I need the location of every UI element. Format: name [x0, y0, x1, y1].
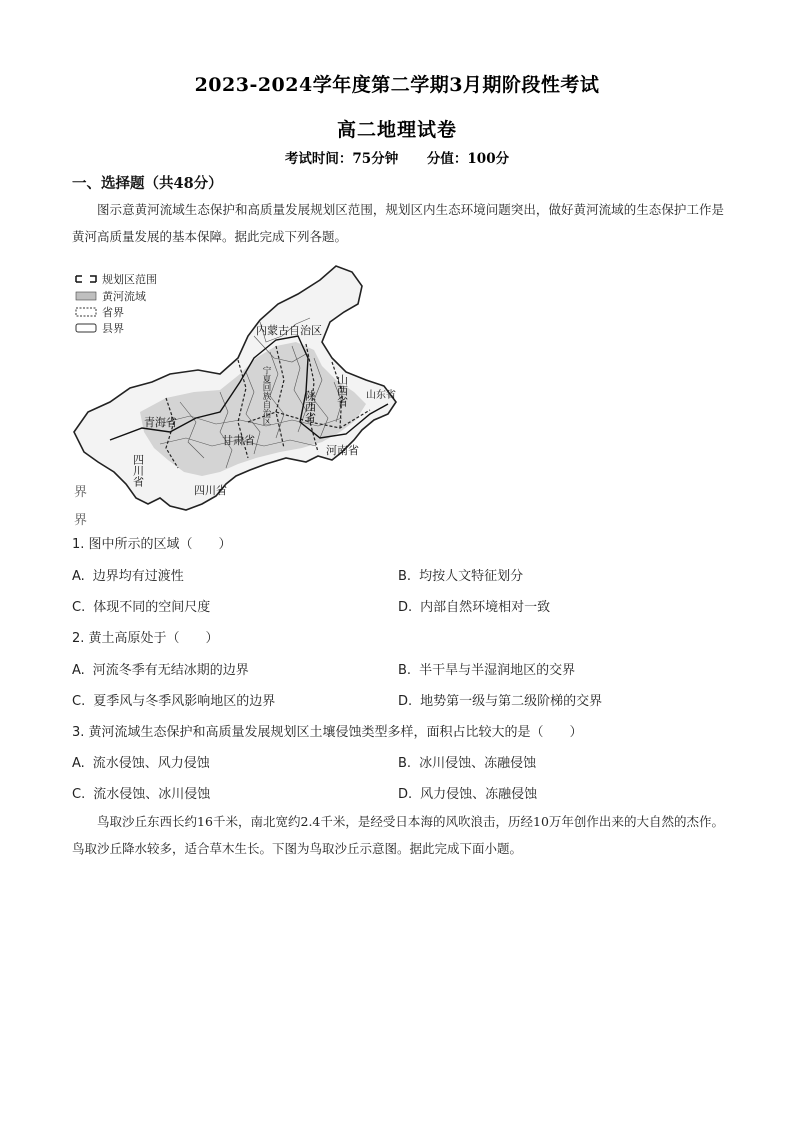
question-1-option-c: C. 体现不同的空间尺度	[72, 600, 211, 615]
question-1-option-b: B. 均按人文特征划分	[398, 569, 524, 584]
label-shandong: 山东省	[366, 390, 396, 401]
intro-paragraph-2: 鸟取沙丘东西长约16千米，南北宽约2.4千米，是经受日本海的风吹浪击，历经10万年创作出来的大自然的杰作。鸟取沙丘降水较多，适合草木生长。下图为鸟取沙丘示意图。据此完成下面小题。	[72, 814, 724, 856]
label-ningxia: 宁夏回族自治区	[261, 366, 271, 426]
side-labels	[74, 485, 87, 528]
exam-info	[0, 147, 794, 167]
question-3-stem: 3. 黄河流域生态保护和高质量发展规划区土壤侵蚀类型多样，面积占比较大的是（ ）	[72, 725, 583, 740]
label-sichuan-1: 四川省	[131, 454, 145, 487]
legend-province-label: 省界	[102, 306, 124, 319]
legend-planning-symbol	[76, 276, 96, 282]
question-1-stem: 1. 图中所示的区域（ ）	[72, 537, 232, 552]
label-inner-mongolia: 内蒙古自治区	[256, 324, 322, 337]
yellow-river-basin-map	[70, 262, 400, 532]
side-label-1: 界	[74, 485, 88, 500]
question-3-option-d: D. 风力侵蚀、冻融侵蚀	[398, 787, 538, 802]
exam-score: 分值：100分	[426, 151, 510, 167]
label-qinghai: 青海省	[144, 416, 177, 429]
subject-title: 高二地理试卷	[336, 119, 457, 141]
legend-county-symbol	[76, 324, 96, 332]
question-3-option-a: A. 流水侵蚀、风力侵蚀	[72, 756, 210, 771]
question-2-stem: 2. 黄土高原处于（ ）	[72, 631, 219, 646]
label-shaanxi: 陕西省	[303, 390, 317, 423]
legend-basin-symbol	[76, 292, 96, 300]
question-2-option-a: A. 河流冬季有无结冰期的边界	[72, 663, 249, 678]
legend-planning-label: 规划区范围	[102, 273, 157, 286]
question-3-option-b: B. 冰川侵蚀、冻融侵蚀	[398, 756, 537, 771]
question-1-option-a: A. 边界均有过渡性	[72, 569, 184, 584]
side-label-2: 界	[74, 513, 88, 528]
map-legend	[76, 272, 157, 335]
exam-title: 2023-2024学年度第二学期3月期阶段性考试	[194, 74, 600, 96]
exam-time: 考试时间：75分钟	[284, 151, 399, 167]
label-sichuan-2: 四川省	[194, 484, 227, 497]
question-3-option-c: C. 流水侵蚀、冰川侵蚀	[72, 787, 211, 802]
legend-province-symbol	[76, 308, 96, 316]
question-2-option-c: C. 夏季风与冬季风影响地区的边界	[72, 694, 276, 709]
question-2-option-d: D. 地势第一级与第二级阶梯的交界	[398, 694, 603, 709]
legend-county-label: 县界	[102, 322, 124, 335]
label-gansu: 甘肃省	[222, 434, 255, 447]
label-henan: 河南省	[326, 444, 359, 457]
question-2-option-b: B. 半干旱与半湿润地区的交界	[398, 663, 576, 678]
section-heading: 一、选择题（共48分）	[72, 175, 223, 192]
legend-basin-label: 黄河流域	[102, 290, 146, 303]
question-1-option-d: D. 内部自然环境相对一致	[398, 600, 551, 615]
label-shanxi: 山西省	[335, 374, 349, 407]
intro-paragraph-1: 图示意黄河流域生态保护和高质量发展规划区范围，规划区内生态环境问题突出，做好黄河流域的生态保护工作是黄河高质量发展的基本保障。据此完成下列各题。	[72, 202, 724, 244]
